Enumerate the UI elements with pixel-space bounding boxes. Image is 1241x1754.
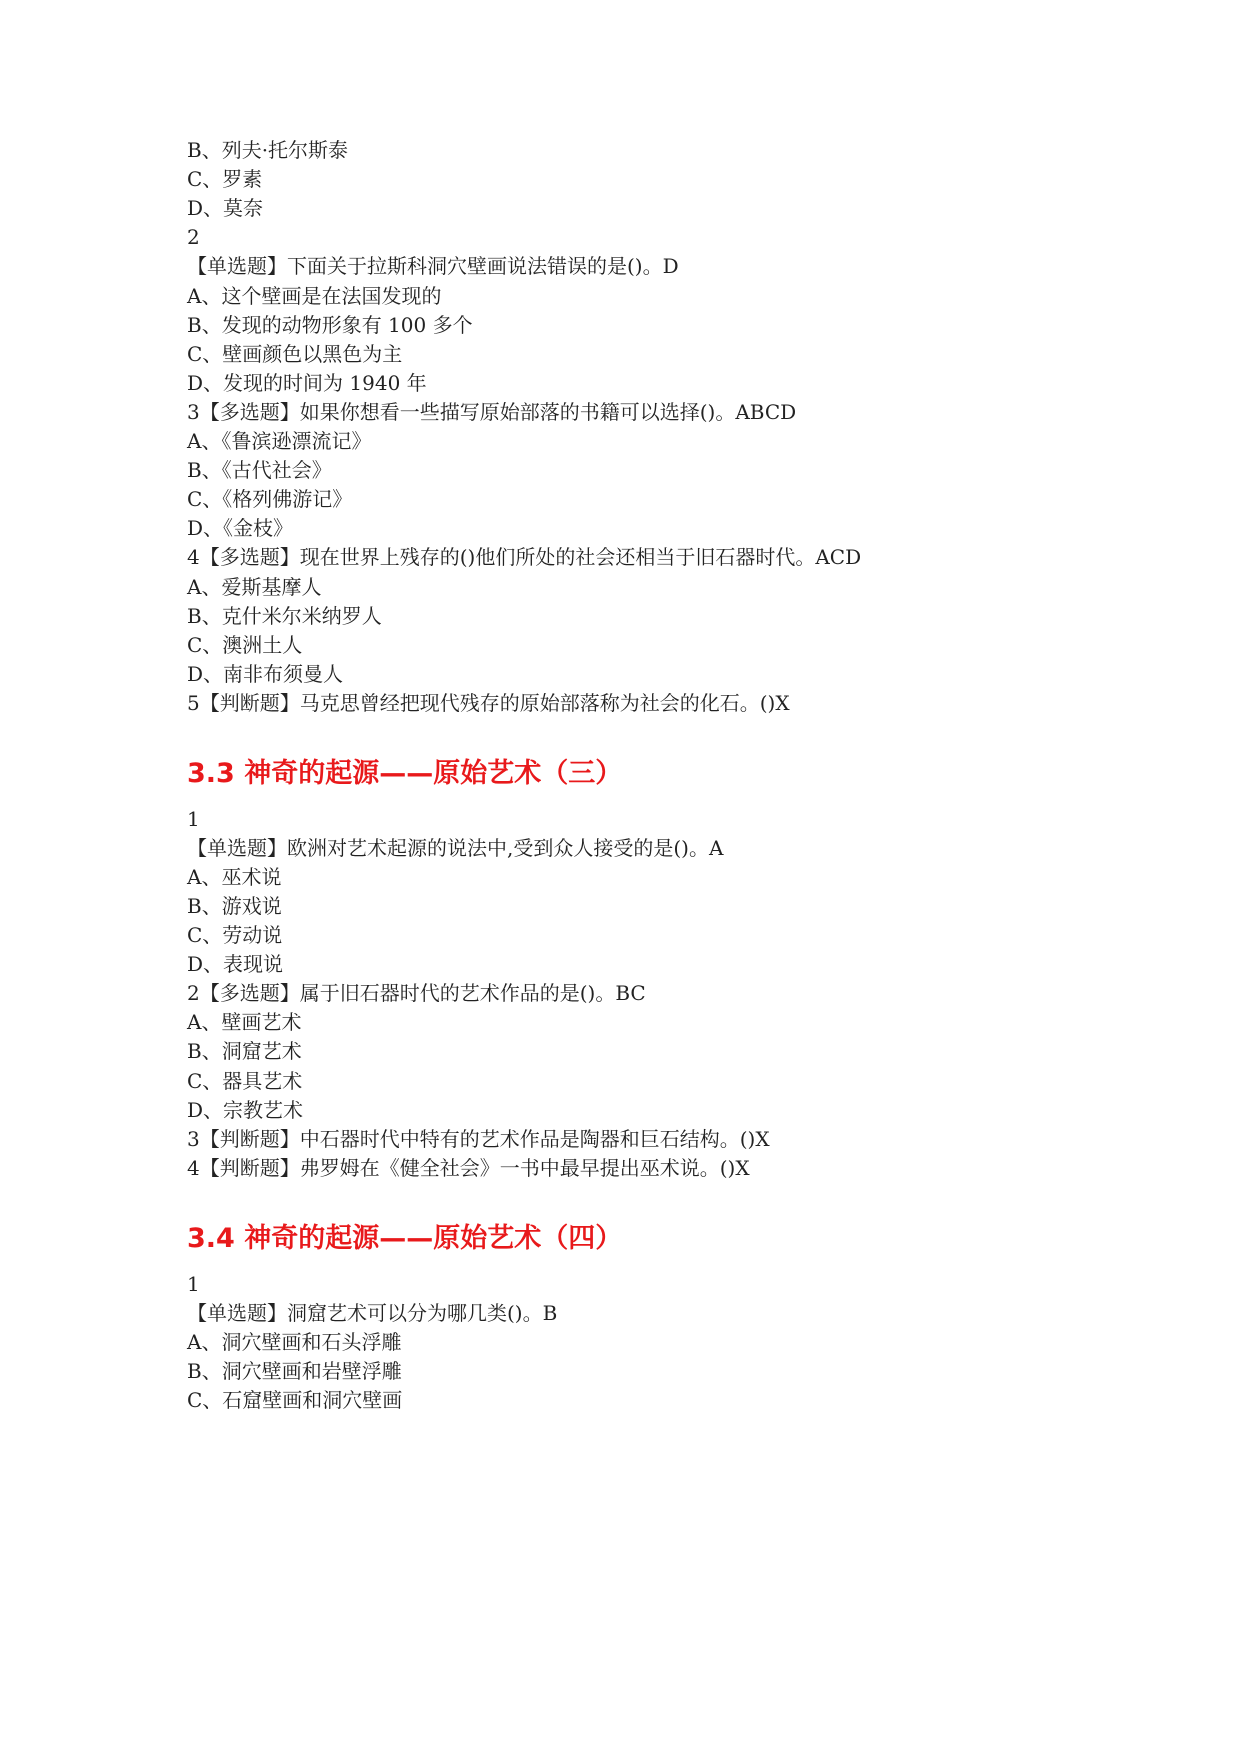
text-line: B、游戏说	[187, 894, 282, 918]
text-line: D、发现的时间为 1940 年	[187, 371, 427, 395]
text-line: B、洞穴壁画和岩壁浮雕	[187, 1359, 402, 1383]
text-line: C、罗素	[187, 167, 263, 191]
text-line: A、爱斯基摩人	[187, 575, 322, 599]
text-line: D、宗教艺术	[187, 1098, 304, 1122]
text-line: B、发现的动物形象有 100 多个	[187, 313, 473, 337]
text-line: 2【多选题】属于旧石器时代的艺术作品的是()。BC	[187, 981, 646, 1005]
text-line: D、《金枝》	[187, 516, 294, 540]
text-line: B、列夫·托尔斯泰	[187, 138, 349, 162]
text-line: A、《鲁滨逊漂流记》	[187, 429, 372, 453]
section-heading: 3.4 神奇的起源——原始艺术（四）	[187, 1223, 623, 1254]
text-line: 1	[187, 807, 200, 831]
text-line: C、壁画颜色以黑色为主	[187, 342, 403, 366]
text-line: 【单选题】欧洲对艺术起源的说法中,受到众人接受的是()。A	[187, 836, 724, 860]
text-line: D、南非布须曼人	[187, 662, 344, 686]
text-line: 3【多选题】如果你想看一些描写原始部落的书籍可以选择()。ABCD	[187, 400, 797, 424]
text-line: 3【判断题】中石器时代中特有的艺术作品是陶器和巨石结构。()X	[187, 1127, 770, 1151]
text-line: C、劳动说	[187, 923, 283, 947]
text-line: 4【判断题】弗罗姆在《健全社会》一书中最早提出巫术说。()X	[187, 1156, 750, 1180]
text-line: B、克什米尔米纳罗人	[187, 604, 382, 628]
text-line: 5【判断题】马克思曾经把现代残存的原始部落称为社会的化石。()X	[187, 691, 790, 715]
text-line: C、器具艺术	[187, 1069, 303, 1093]
text-line: C、澳洲土人	[187, 633, 303, 657]
text-line: A、洞穴壁画和石头浮雕	[187, 1330, 402, 1354]
section-heading: 3.3 神奇的起源——原始艺术（三）	[187, 758, 623, 789]
text-line: C、石窟壁画和洞穴壁画	[187, 1388, 403, 1412]
text-line: 4【多选题】现在世界上残存的()他们所处的社会还相当于旧石器时代。ACD	[187, 545, 862, 569]
text-line: 【单选题】洞窟艺术可以分为哪几类()。B	[187, 1301, 558, 1325]
text-line: A、这个壁画是在法国发现的	[187, 284, 442, 308]
text-line: D、莫奈	[187, 196, 264, 220]
text-line: 【单选题】下面关于拉斯科洞穴壁画说法错误的是()。D	[187, 254, 679, 278]
text-line: D、表现说	[187, 952, 284, 976]
text-line: A、壁画艺术	[187, 1010, 302, 1034]
text-line: A、巫术说	[187, 865, 282, 889]
text-line: B、洞窟艺术	[187, 1039, 302, 1063]
text-line: C、《格列佛游记》	[187, 487, 353, 511]
text-line: 1	[187, 1272, 200, 1296]
text-line: 2	[187, 225, 200, 249]
text-line: B、《古代社会》	[187, 458, 332, 482]
